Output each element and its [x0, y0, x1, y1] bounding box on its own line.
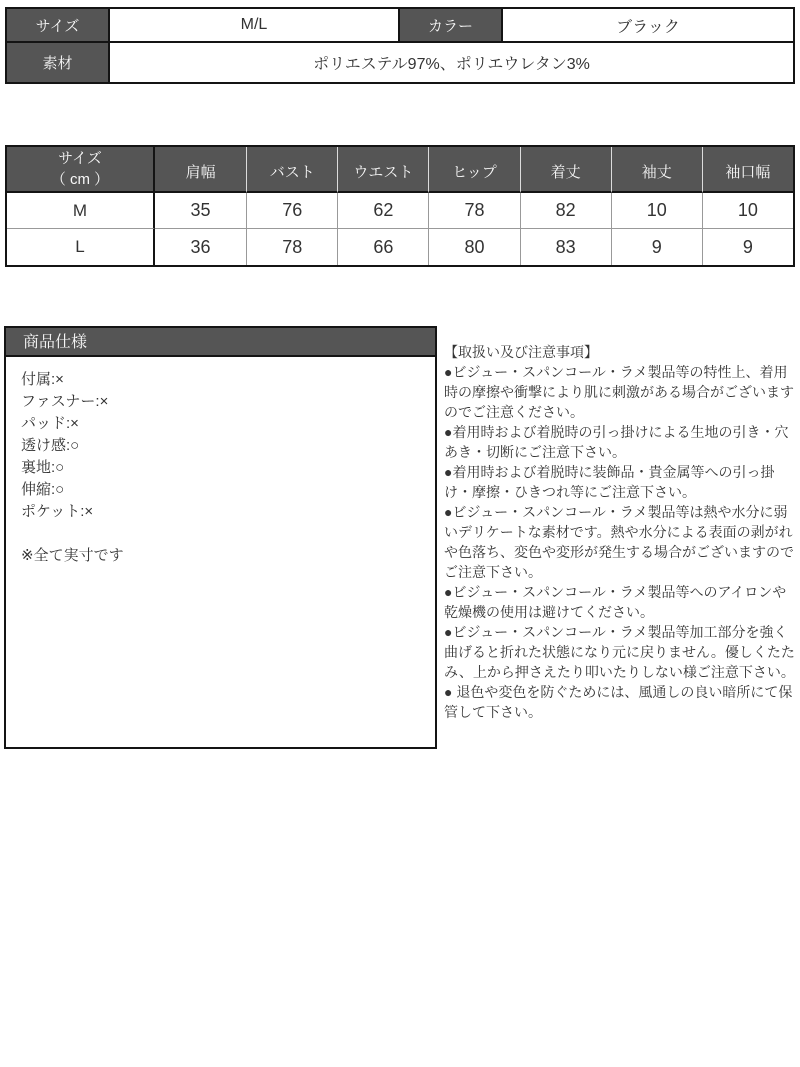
care-note-item: ●着用時および着脱時の引っ掛けによる生地の引き・穴あき・切断にご注意下さい。	[444, 424, 789, 460]
column-header-waist: ウエスト	[337, 147, 428, 193]
column-header-cuff: 袖口幅	[702, 147, 793, 193]
spec-note-actual-size: ※全て実寸です	[21, 547, 124, 564]
measurement-cell: 76	[246, 193, 337, 229]
measurement-cell: 9	[702, 229, 793, 265]
product-spec-body	[6, 357, 435, 579]
corner-line-1: サイズ	[58, 150, 102, 167]
size-row-m	[7, 193, 793, 229]
column-header-sleeve: 袖丈	[611, 147, 702, 193]
product-spec-title: 商品仕様	[6, 328, 435, 357]
size-name-cell: L	[7, 229, 155, 265]
care-note-item: ●ビジュー・スパンコール・ラメ製品等へのアイロンや乾燥機の使用は避けてください。	[444, 584, 787, 620]
care-notes	[444, 342, 796, 722]
care-note-item: ●ビジュー・スパンコール・ラメ製品等加工部分を強く曲げると折れた状態になり元に戻りません。優しくたたみ、上から押さえたり叩いたりしない様ご注意下さい。	[444, 624, 795, 680]
measurement-cell: 82	[520, 193, 611, 229]
measurement-cell: 83	[520, 229, 611, 265]
info-row-size-color	[7, 9, 793, 43]
care-note-item: ●ビジュー・スパンコール・ラメ製品等は熱や水分に弱いデリケートな素材です。熱や水分による表面の剥がれや色落ち、変色や変形が発生する場合がございますのでご注意下さい。	[444, 504, 794, 580]
column-header-bust: バスト	[246, 147, 337, 193]
spec-item-lining: 裏地:○	[21, 459, 65, 476]
care-note-item: ●着用時および着脱時に装飾品・貴金属等への引っ掛け・摩擦・ひきつれ等にご注意下さい。	[444, 464, 775, 500]
product-info-table	[5, 7, 795, 84]
spec-item-stretch: 伸縮:○	[21, 481, 65, 498]
measurement-cell: 35	[155, 193, 246, 229]
spec-item-accessory: 付属:×	[21, 371, 64, 388]
measurement-cell: 78	[246, 229, 337, 265]
measurement-cell: 10	[702, 193, 793, 229]
material-value-cell: ポリエステル97%、ポリエウレタン3%	[313, 56, 590, 73]
spec-item-fastener: ファスナー:×	[21, 393, 109, 410]
measurement-cell: 36	[155, 229, 246, 265]
size-name-cell: M	[7, 193, 155, 229]
info-row-material	[7, 43, 793, 82]
care-note-item: ●ビジュー・スパンコール・ラメ製品等の特性上、着用時の摩擦や衝撃により肌に刺激がある場合がございますのでご注意ください。	[444, 364, 794, 420]
measurement-cell: 9	[611, 229, 702, 265]
column-header-length: 着丈	[520, 147, 611, 193]
size-row-l	[7, 229, 793, 265]
size-chart-corner-cell	[7, 147, 155, 193]
spec-item-pocket: ポケット:×	[21, 503, 94, 520]
color-value-cell: ブラック	[503, 9, 793, 43]
measurement-cell: 80	[428, 229, 519, 265]
product-spec-box	[4, 326, 437, 749]
column-header-shoulder: 肩幅	[155, 147, 246, 193]
spec-item-sheerness: 透け感:○	[21, 437, 80, 454]
corner-line-2: （ cm ）	[50, 171, 110, 188]
care-note-item: ● 退色や変色を防ぐためには、風通しの良い暗所にて保管して下さい。	[444, 684, 793, 720]
measurement-cell: 10	[611, 193, 702, 229]
measurement-cell: 66	[337, 229, 428, 265]
measurement-cell: 62	[337, 193, 428, 229]
color-label-cell: カラー	[400, 9, 503, 43]
measurement-cell: 78	[428, 193, 519, 229]
size-label-cell: サイズ	[7, 9, 110, 43]
spec-item-pad: パッド:×	[21, 415, 79, 432]
column-header-hip: ヒップ	[428, 147, 519, 193]
size-value-cell: M/L	[110, 9, 400, 43]
size-chart-table	[5, 145, 795, 267]
care-notes-title: 【取扱い及び注意事項】	[444, 344, 598, 360]
material-label-cell: 素材	[7, 43, 110, 82]
size-chart-header-row	[7, 147, 793, 193]
